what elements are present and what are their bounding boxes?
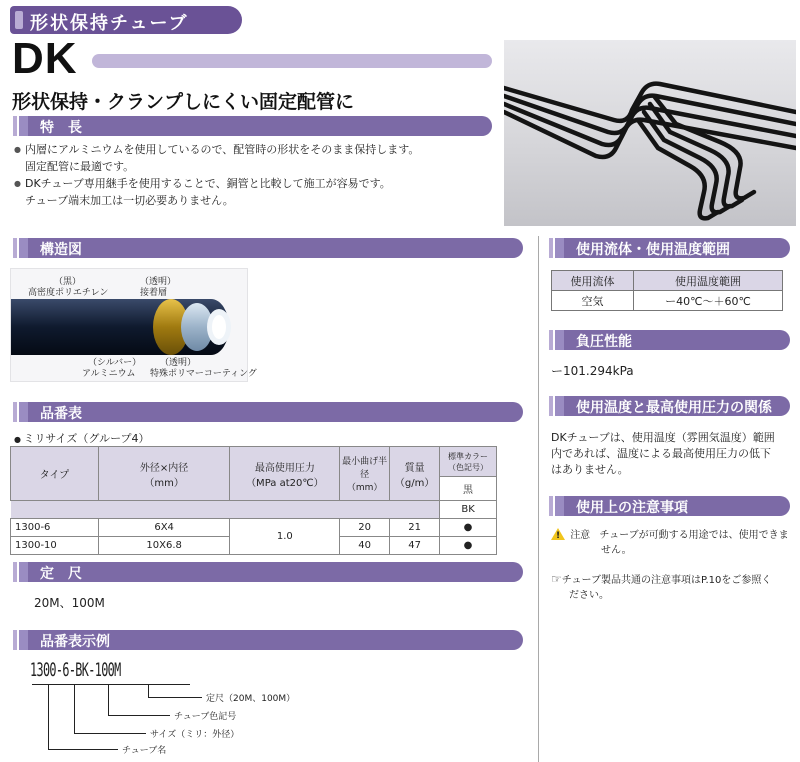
caution-label: 注意 bbox=[570, 530, 591, 541]
category-label: 形状保持チューブ bbox=[30, 13, 189, 34]
col-bend bbox=[340, 447, 390, 501]
caution-line-2: せん。 bbox=[601, 545, 632, 556]
section-features-heading bbox=[10, 116, 492, 136]
col-pressure bbox=[230, 447, 340, 501]
section-negative-pressure-heading bbox=[546, 330, 790, 350]
label-adhesive-note: （透明） bbox=[140, 277, 177, 287]
section-length-heading bbox=[10, 562, 523, 582]
hand-pointer-icon: ☞ bbox=[551, 572, 562, 586]
label-outer-layer: 高密度ポリエチレン bbox=[28, 288, 109, 298]
label-outer-note: （黒） bbox=[54, 277, 82, 287]
title-rule bbox=[92, 54, 492, 68]
col-temp-range: 使用温度範囲 bbox=[634, 271, 783, 291]
temp-pressure-line-2: 内であれば、温度による最高使用圧力の低下 bbox=[551, 447, 771, 460]
col-diameter bbox=[98, 447, 230, 501]
tube-photo-illustration bbox=[504, 40, 796, 226]
fluid-temperature-table bbox=[551, 270, 783, 311]
col-diameter-label: 外径×内径 bbox=[139, 462, 189, 474]
col-color-label: 標準カラー（色記号） bbox=[448, 451, 489, 472]
section-example-heading bbox=[10, 630, 523, 650]
col-mass-label: 質量 bbox=[404, 462, 425, 474]
section-temp-pressure-title: 使用温度と最高使用圧力の関係 bbox=[576, 400, 772, 416]
cell-mass: 47 bbox=[390, 537, 440, 555]
reference-line-2: ださい。 bbox=[569, 590, 609, 601]
section-cautions-heading bbox=[546, 496, 790, 516]
col-type-label: タイプ bbox=[39, 470, 70, 481]
caution-note bbox=[551, 528, 789, 558]
cell-bend: 40 bbox=[340, 537, 390, 555]
product-subtitle: 形状保持・クランプしにくい固定配管に bbox=[12, 91, 355, 113]
label-example-size: サイズ（ミリ：外径） bbox=[150, 730, 240, 740]
label-example-name: チューブ名 bbox=[122, 746, 167, 756]
section-cautions-title: 使用上の注意事項 bbox=[576, 500, 688, 516]
col-diameter-unit: （mm） bbox=[144, 477, 184, 489]
label-adhesive-layer: 接着層 bbox=[140, 288, 168, 298]
cell-fluid: 空気 bbox=[552, 291, 634, 311]
label-example-color: チューブ色記号 bbox=[174, 712, 237, 722]
leader-length-v bbox=[148, 684, 149, 698]
caution-line-1: チューブが可動する用途では、使用できま bbox=[599, 530, 789, 541]
col-color-code bbox=[440, 501, 497, 519]
category-tag bbox=[10, 6, 242, 34]
leader-size-v bbox=[74, 684, 75, 734]
section-example-title: 品番表示例 bbox=[40, 634, 110, 650]
col-color bbox=[440, 447, 497, 477]
temp-pressure-line-3: はありません。 bbox=[551, 463, 629, 476]
col-color-name bbox=[440, 477, 497, 501]
leader-name-v bbox=[48, 684, 49, 750]
col-fluid: 使用流体 bbox=[552, 271, 634, 291]
cell-color-mark: ● bbox=[440, 537, 497, 555]
reference-line-1: チューブ製品共通の注意事項はP.10をご参照く bbox=[561, 575, 772, 586]
cell-type: 1300-6 bbox=[11, 519, 99, 537]
col-mass-unit: （g/m） bbox=[394, 477, 435, 489]
part-number-table bbox=[10, 446, 497, 555]
col-bend-unit: （mm） bbox=[346, 483, 383, 493]
standard-length-value: 20M、100M bbox=[34, 596, 105, 610]
group-label-text: ミリサイズ（グループ4） bbox=[23, 432, 150, 445]
feature-line-1: ● 内層にアルミニウムを使用しているので、配管時の形状をそのまま保持します。 bbox=[14, 141, 419, 158]
label-coating-note: （透明） bbox=[160, 358, 197, 368]
leader-color-h bbox=[108, 715, 170, 716]
group-label bbox=[14, 430, 150, 446]
code-underline bbox=[32, 684, 190, 685]
section-negative-pressure-title: 負圧性能 bbox=[576, 334, 632, 350]
section-length-title: 定 尺 bbox=[40, 566, 82, 582]
col-mass bbox=[390, 447, 440, 501]
features-list bbox=[14, 141, 419, 209]
negative-pressure-value: ー101.294kPa bbox=[551, 364, 634, 378]
temp-pressure-text bbox=[551, 430, 775, 478]
cell-mass: 21 bbox=[390, 519, 440, 537]
cell-temp-range: ー40℃～＋60℃ bbox=[634, 291, 783, 311]
col-color-code-label: BK bbox=[461, 504, 475, 515]
section-parts-heading bbox=[10, 402, 523, 422]
section-fluid-title: 使用流体・使用温度範囲 bbox=[576, 242, 730, 258]
section-structure-title: 構造図 bbox=[40, 242, 82, 258]
col-color-name-label: 黒 bbox=[463, 485, 474, 497]
temp-pressure-line-1: DKチューブは、使用温度（雰囲気温度）範囲 bbox=[551, 431, 775, 444]
cell-diameter: 6X4 bbox=[98, 519, 230, 537]
cell-pressure: 1.0 bbox=[230, 519, 340, 555]
feature-line-3: ● DKチューブ専用継手を使用することで、銅管と比較して施工が容易です。 bbox=[14, 175, 419, 192]
label-coating-layer: 特殊ポリマーコーティング bbox=[150, 369, 257, 379]
section-fluid-heading bbox=[546, 238, 790, 258]
label-aluminum-layer: アルミニウム bbox=[82, 369, 136, 379]
section-structure-heading bbox=[10, 238, 523, 258]
caution-icon bbox=[551, 528, 565, 540]
section-features-title: 特 長 bbox=[40, 120, 82, 136]
cell-color-mark: ● bbox=[440, 519, 497, 537]
label-example-length: 定尺（20M、100M） bbox=[206, 694, 296, 704]
example-code: 1300-6-BK-100M bbox=[30, 659, 121, 681]
spacer bbox=[11, 501, 440, 519]
cell-diameter: 10X6.8 bbox=[98, 537, 230, 555]
table-row bbox=[552, 291, 783, 311]
col-bend-label: 最小曲げ半径 bbox=[342, 457, 388, 480]
section-parts-title: 品番表 bbox=[40, 406, 82, 422]
group-bullet: ● bbox=[14, 435, 24, 444]
feature-line-2: 固定配管に最適です。 bbox=[25, 160, 135, 173]
table-row bbox=[11, 519, 497, 537]
leader-name-h bbox=[48, 749, 118, 750]
label-aluminum-note: （シルバー） bbox=[88, 358, 142, 368]
feature-line-4: チューブ端末加工は一切必要ありません。 bbox=[25, 194, 234, 207]
product-code: DK bbox=[12, 34, 78, 83]
col-pressure-label: 最高使用圧力 bbox=[254, 462, 315, 474]
col-type bbox=[11, 447, 99, 501]
reference-note bbox=[551, 572, 771, 603]
column-divider bbox=[538, 236, 539, 762]
col-pressure-unit: （MPa at20℃） bbox=[246, 477, 324, 489]
product-photo bbox=[504, 40, 796, 226]
section-temp-pressure-heading bbox=[546, 396, 790, 416]
cell-bend: 20 bbox=[340, 519, 390, 537]
leader-length-h bbox=[148, 697, 202, 698]
cell-type: 1300-10 bbox=[11, 537, 99, 555]
leader-color-v bbox=[108, 684, 109, 716]
leader-size-h bbox=[74, 733, 146, 734]
